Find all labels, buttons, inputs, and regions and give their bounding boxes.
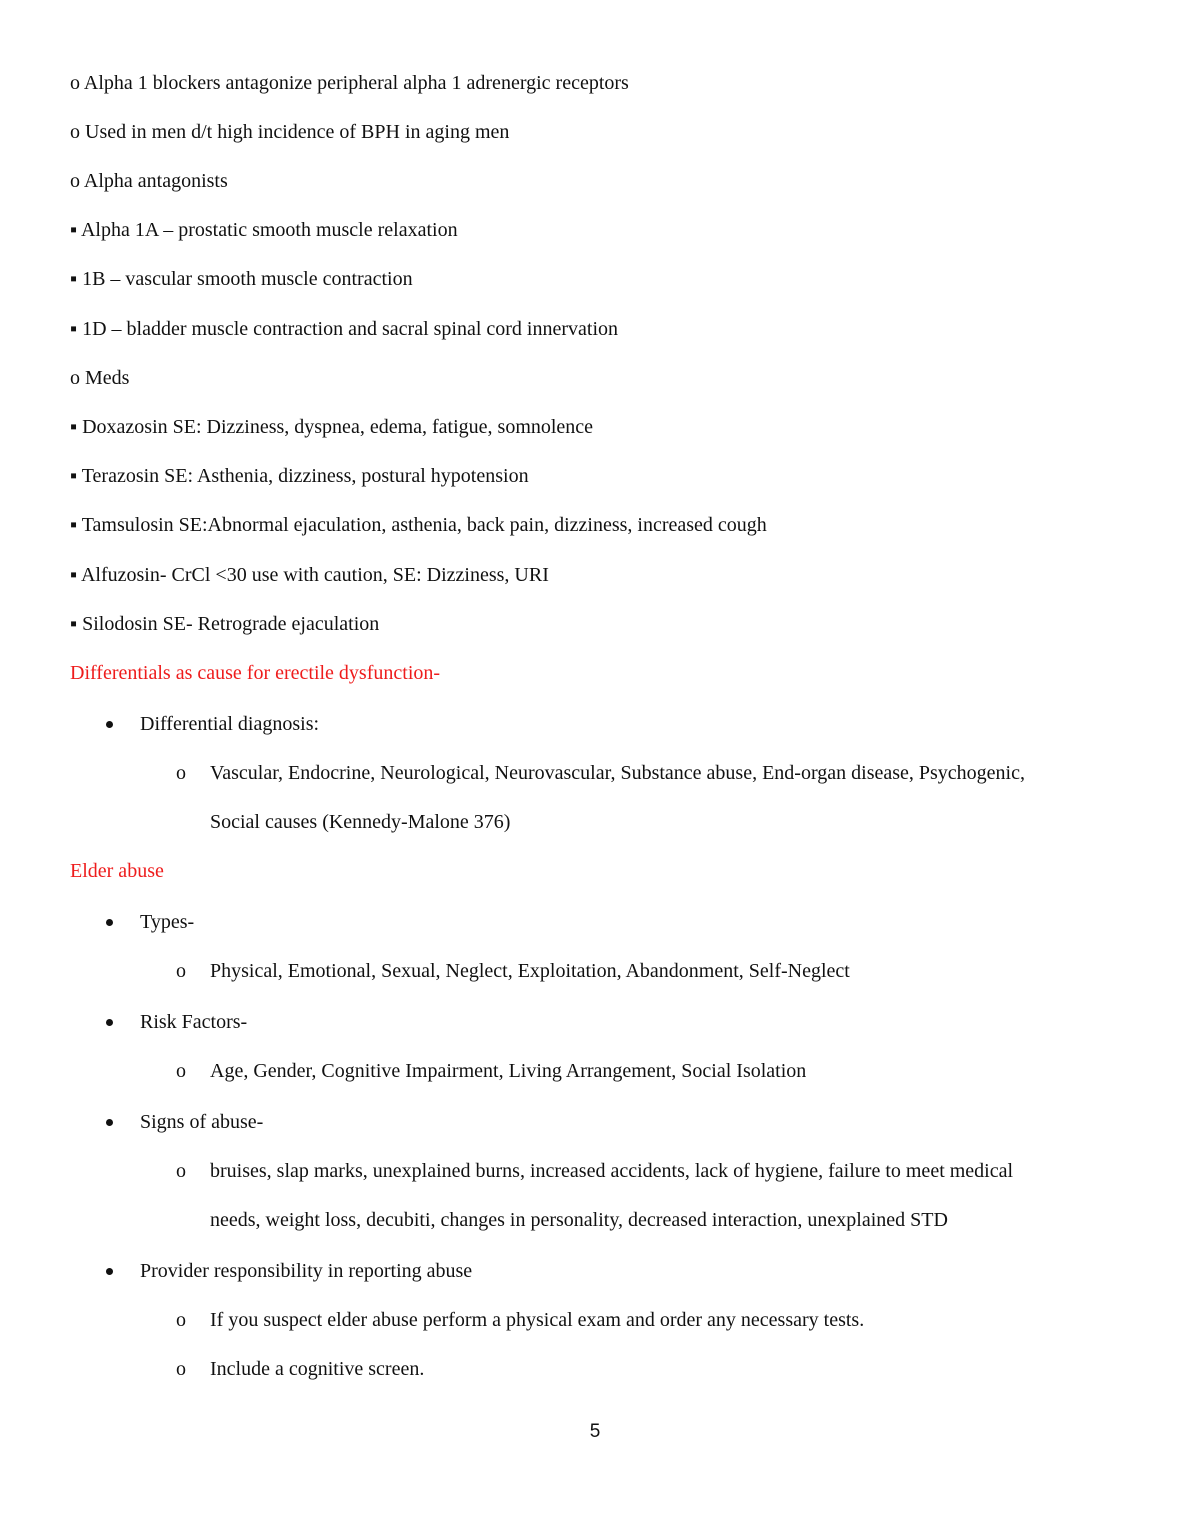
text-line: ▪ 1B – vascular smooth muscle contraction <box>70 268 413 290</box>
sub-bullet-marker: o <box>176 1309 186 1331</box>
bullet-item-signs: Signs of abuse- <box>140 1111 264 1133</box>
bullet-item: Differential diagnosis: <box>140 713 320 735</box>
text-line: o Meds <box>70 367 130 389</box>
sub-bullet-item-provider-2: Include a cognitive screen. <box>210 1358 425 1380</box>
text-line: ▪ Terazosin SE: Asthenia, dizziness, postural hypotension <box>70 465 529 487</box>
sub-bullet-item-signs: bruises, slap marks, unexplained burns, increased accidents, lack of hygiene, failure to meet medical <box>210 1160 1014 1182</box>
section-heading-erectile-dysfunction: Differentials as cause for erectile dysfunction- <box>70 662 441 684</box>
sub-bullet-item-types: Physical, Emotional, Sexual, Neglect, Exploitation, Abandonment, Self-Neglect <box>210 960 850 982</box>
section-heading-elder-abuse: Elder abuse <box>70 860 164 882</box>
bullet-dot-icon <box>106 919 113 926</box>
bullet-dot-icon <box>106 721 113 728</box>
bullet-dot-icon <box>106 1019 113 1026</box>
sub-bullet-item-provider-1: If you suspect elder abuse perform a physical exam and order any necessary tests. <box>210 1309 865 1331</box>
text-line: ▪ 1D – bladder muscle contraction and sacral spinal cord innervation <box>70 318 619 340</box>
bullet-dot-icon <box>106 1119 113 1126</box>
sub-bullet-item-continuation: Social causes (Kennedy-Malone 376) <box>210 811 511 833</box>
bullet-dot-icon <box>106 1268 113 1275</box>
text-line: o Alpha 1 blockers antagonize peripheral alpha 1 adrenergic receptors <box>70 72 629 94</box>
page-number: 5 <box>589 1421 601 1442</box>
bullet-item-provider-responsibility: Provider responsibility in reporting abuse <box>140 1260 473 1282</box>
sub-bullet-marker: o <box>176 1358 186 1380</box>
sub-bullet-item: Vascular, Endocrine, Neurological, Neurovascular, Substance abuse, End-organ disease, Psychogenic, <box>210 762 1025 784</box>
text-line: o Alpha antagonists <box>70 170 228 192</box>
text-line: ▪ Alpha 1A – prostatic smooth muscle relaxation <box>70 219 458 241</box>
text-line: ▪ Silodosin SE- Retrograde ejaculation <box>70 613 380 635</box>
text-line: ▪ Doxazosin SE: Dizziness, dyspnea, edema, fatigue, somnolence <box>70 416 594 438</box>
text-line: ▪ Tamsulosin SE:Abnormal ejaculation, asthenia, back pain, dizziness, increased cough <box>70 514 767 536</box>
sub-bullet-item-risk-factors: Age, Gender, Cognitive Impairment, Living Arrangement, Social Isolation <box>210 1060 807 1082</box>
sub-bullet-marker: o <box>176 1160 186 1182</box>
sub-bullet-marker: o <box>176 1060 186 1082</box>
bullet-item-types: Types- <box>140 911 195 933</box>
bullet-item-risk-factors: Risk Factors- <box>140 1011 248 1033</box>
sub-bullet-marker: o <box>176 960 186 982</box>
sub-bullet-marker: o <box>176 762 186 784</box>
text-line: ▪ Alfuzosin- CrCl <30 use with caution, SE: Dizziness, URI <box>70 564 549 586</box>
text-line: o Used in men d/t high incidence of BPH in aging men <box>70 121 510 143</box>
sub-bullet-item-signs-continuation: needs, weight loss, decubiti, changes in personality, decreased interaction, unexplained STD <box>210 1209 948 1231</box>
